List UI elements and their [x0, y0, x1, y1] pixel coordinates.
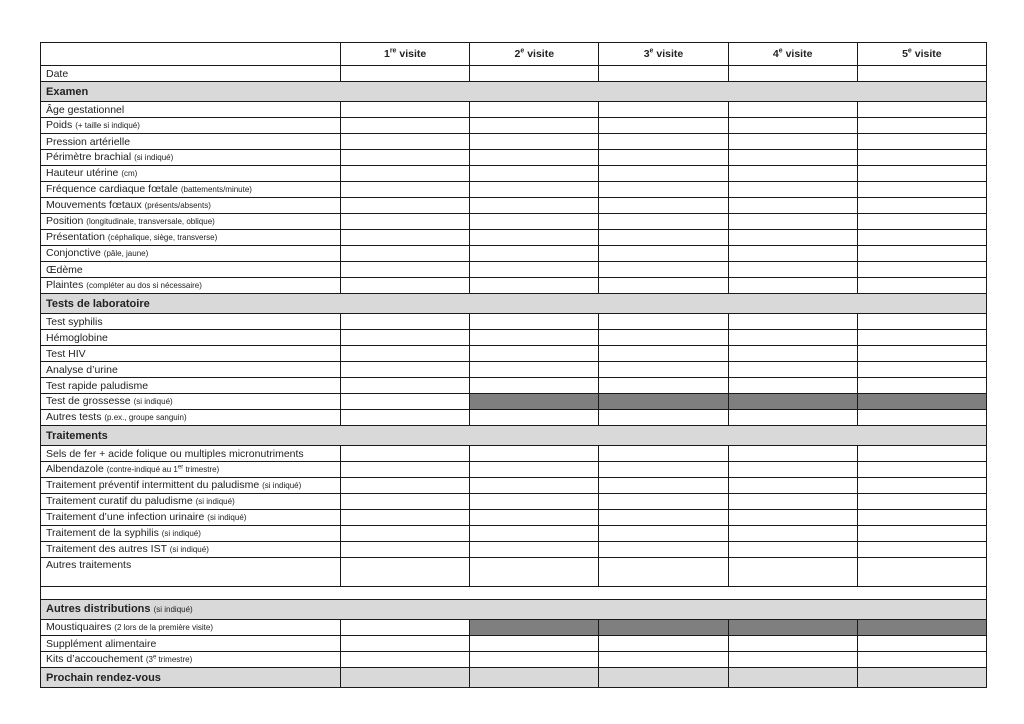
entry-cell-visit-5[interactable] [857, 230, 986, 246]
entry-cell-visit-2[interactable] [470, 214, 599, 230]
entry-cell-visit-4[interactable] [728, 446, 857, 462]
table-row [41, 182, 987, 198]
table-row [41, 346, 987, 362]
entry-cell-visit-4[interactable] [728, 150, 857, 166]
row-label: Plaintes (compléter au dos si nécessaire) [41, 278, 341, 294]
row-note: (si indiqué) [195, 497, 235, 506]
entry-cell-visit-5[interactable] [857, 446, 986, 462]
row-label: Présentation (céphalique, siège, transverse) [41, 230, 341, 246]
entry-cell-visit-3[interactable] [599, 214, 728, 230]
table-row [41, 394, 987, 410]
row-label: Autres tests (p.ex., groupe sanguin) [41, 410, 341, 426]
table-row [41, 526, 987, 542]
row-label: Traitement de la syphilis (si indiqué) [41, 526, 341, 542]
row-label: Mouvements fœtaux (présents/absents) [41, 198, 341, 214]
entry-cell-visit-3[interactable] [599, 494, 728, 510]
entry-cell-visit-4[interactable] [728, 558, 857, 587]
date-cell-visit-4[interactable] [728, 66, 857, 82]
entry-cell-visit-4[interactable] [728, 262, 857, 278]
entry-cell-visit-1[interactable] [341, 462, 470, 478]
row-note: (si indiqué) [169, 545, 209, 554]
row-note: (si indiqué) [262, 481, 302, 490]
entry-cell-visit-1[interactable] [341, 378, 470, 394]
entry-cell-visit-5[interactable] [857, 362, 986, 378]
entry-cell-visit-2[interactable] [470, 478, 599, 494]
entry-cell-visit-1[interactable] [341, 542, 470, 558]
visit-5-header: 5e visite [857, 43, 986, 66]
entry-cell-visit-4[interactable] [728, 230, 857, 246]
visit-1-header: 1re visite [341, 43, 470, 66]
table-row [41, 362, 987, 378]
row-note: (p.ex., groupe sanguin) [104, 413, 187, 422]
row-note: (cm) [121, 169, 138, 178]
entry-cell-visit-5[interactable] [857, 102, 986, 118]
entry-cell-visit-1[interactable] [341, 636, 470, 652]
entry-cell-visit-3[interactable] [599, 558, 728, 587]
entry-cell-visit-1[interactable] [341, 214, 470, 230]
row-label: Albendazole (contre-indiqué au 1er trimestre) [41, 462, 341, 478]
entry-cell-visit-1[interactable] [341, 362, 470, 378]
entry-cell-visit-2 [470, 620, 599, 636]
entry-cell-visit-5[interactable] [857, 262, 986, 278]
entry-cell-visit-1[interactable] [341, 410, 470, 426]
entry-cell-visit-2[interactable] [470, 494, 599, 510]
section-traitements [41, 426, 987, 446]
entry-cell-visit-3[interactable] [599, 542, 728, 558]
entry-cell-visit-5[interactable] [857, 542, 986, 558]
row-note: (si indiqué) [134, 153, 174, 162]
entry-cell-visit-3[interactable] [599, 636, 728, 652]
entry-cell-visit-2[interactable] [470, 526, 599, 542]
next-appointment-row [41, 668, 987, 688]
header-blank-cell [41, 43, 341, 66]
row-note: (2 lors de la première visite) [114, 623, 213, 632]
date-row [41, 66, 987, 82]
entry-cell-visit-3[interactable] [599, 314, 728, 330]
entry-cell-visit-5[interactable] [857, 526, 986, 542]
entry-cell-visit-5 [857, 394, 986, 410]
row-label: Test syphilis [41, 314, 341, 330]
entry-cell-visit-3[interactable] [599, 230, 728, 246]
entry-cell-visit-3[interactable] [599, 378, 728, 394]
entry-cell-visit-3[interactable] [599, 446, 728, 462]
entry-cell-visit-2[interactable] [470, 636, 599, 652]
section-title: Examen [41, 82, 987, 102]
row-label: Traitement curatif du paludisme (si indiqué) [41, 494, 341, 510]
row-label: Fréquence cardiaque fœtale (battements/minute) [41, 182, 341, 198]
entry-cell-visit-5[interactable] [857, 652, 986, 668]
row-label: Test rapide paludisme [41, 378, 341, 394]
entry-cell-visit-5[interactable] [857, 278, 986, 294]
entry-cell-visit-1[interactable] [341, 150, 470, 166]
entry-cell-visit-4[interactable] [728, 362, 857, 378]
table-row [41, 166, 987, 182]
date-cell-visit-3[interactable] [599, 66, 728, 82]
row-note: (longitudinale, transversale, oblique) [86, 217, 215, 226]
table-row [41, 102, 987, 118]
entry-cell-visit-3[interactable] [599, 462, 728, 478]
table-row [41, 134, 987, 150]
entry-cell-visit-5[interactable] [857, 330, 986, 346]
entry-cell-visit-4[interactable] [728, 378, 857, 394]
row-label: Test de grossesse (si indiqué) [41, 394, 341, 410]
table-row [41, 278, 987, 294]
row-note: (si indiqué) [133, 397, 173, 406]
table-row [41, 246, 987, 262]
entry-cell-visit-2[interactable] [470, 446, 599, 462]
entry-cell-visit-1[interactable] [341, 166, 470, 182]
entry-cell-visit-5[interactable] [857, 314, 986, 330]
form-body [41, 82, 987, 688]
entry-cell-visit-2[interactable] [470, 510, 599, 526]
table-row [41, 214, 987, 230]
entry-cell-visit-5[interactable] [857, 462, 986, 478]
next-appointment-cell-visit-5[interactable] [857, 668, 986, 688]
visit-3-header: 3e visite [599, 43, 728, 66]
next-appointment-label: Prochain rendez-vous [41, 668, 341, 688]
entry-cell-visit-5[interactable] [857, 118, 986, 134]
table-row [41, 542, 987, 558]
next-appointment-cell-visit-4[interactable] [728, 668, 857, 688]
entry-cell-visit-3[interactable] [599, 182, 728, 198]
row-note: (si indiqué) [207, 513, 247, 522]
entry-cell-visit-2[interactable] [470, 182, 599, 198]
row-label: Conjonctive (pâle, jaune) [41, 246, 341, 262]
prenatal-visit-form [40, 42, 987, 688]
table-row [41, 198, 987, 214]
entry-cell-visit-3[interactable] [599, 198, 728, 214]
entry-cell-visit-2[interactable] [470, 262, 599, 278]
entry-cell-visit-5[interactable] [857, 214, 986, 230]
table-row [41, 150, 987, 166]
entry-cell-visit-3[interactable] [599, 246, 728, 262]
entry-cell-visit-1[interactable] [341, 198, 470, 214]
entry-cell-visit-4[interactable] [728, 636, 857, 652]
entry-cell-visit-3[interactable] [599, 410, 728, 426]
entry-cell-visit-2[interactable] [470, 542, 599, 558]
entry-cell-visit-4[interactable] [728, 166, 857, 182]
section-title: Tests de laboratoire [41, 294, 987, 314]
row-label: Kits d’accouchement (3e trimestre) [41, 652, 341, 668]
row-label: Autres traitements [41, 558, 341, 587]
row-label: Œdème [41, 262, 341, 278]
entry-cell-visit-1[interactable] [341, 278, 470, 294]
row-note: (céphalique, siège, transverse) [107, 233, 218, 242]
visit-header-row [41, 43, 987, 66]
entry-cell-visit-2[interactable] [470, 198, 599, 214]
entry-cell-visit-1[interactable] [341, 262, 470, 278]
next-appointment-cell-visit-1[interactable] [341, 668, 470, 688]
entry-cell-visit-1[interactable] [341, 330, 470, 346]
entry-cell-visit-4[interactable] [728, 494, 857, 510]
section-distributions [41, 600, 987, 620]
date-cell-visit-1[interactable] [341, 66, 470, 82]
row-note: (3e trimestre) [145, 654, 193, 664]
entry-cell-visit-3[interactable] [599, 330, 728, 346]
table-row [41, 462, 987, 478]
entry-cell-visit-1[interactable] [341, 230, 470, 246]
table-row [41, 620, 987, 636]
entry-cell-visit-5 [857, 620, 986, 636]
row-label: Moustiquaires (2 lors de la première visite) [41, 620, 341, 636]
spacer-row [41, 587, 987, 600]
entry-cell-visit-4[interactable] [728, 542, 857, 558]
entry-cell-visit-4[interactable] [728, 652, 857, 668]
entry-cell-visit-5[interactable] [857, 478, 986, 494]
table-row [41, 494, 987, 510]
entry-cell-visit-5[interactable] [857, 378, 986, 394]
entry-cell-visit-5[interactable] [857, 150, 986, 166]
entry-cell-visit-2[interactable] [470, 462, 599, 478]
entry-cell-visit-2[interactable] [470, 230, 599, 246]
visit-4-header: 4e visite [728, 43, 857, 66]
entry-cell-visit-1[interactable] [341, 620, 470, 636]
row-label: Traitement d’une infection urinaire (si indiqué) [41, 510, 341, 526]
entry-cell-visit-4[interactable] [728, 102, 857, 118]
row-note: (+ taille si indiqué) [75, 121, 140, 130]
row-label: Position (longitudinale, transversale, oblique) [41, 214, 341, 230]
entry-cell-visit-1[interactable] [341, 314, 470, 330]
row-label: Hémoglobine [41, 330, 341, 346]
entry-cell-visit-4[interactable] [728, 478, 857, 494]
next-appointment-cell-visit-3[interactable] [599, 668, 728, 688]
row-note: (si indiqué) [161, 529, 201, 538]
entry-cell-visit-5[interactable] [857, 558, 986, 587]
entry-cell-visit-4[interactable] [728, 134, 857, 150]
entry-cell-visit-4[interactable] [728, 278, 857, 294]
entry-cell-visit-3[interactable] [599, 262, 728, 278]
entry-cell-visit-2[interactable] [470, 166, 599, 182]
entry-cell-visit-3[interactable] [599, 652, 728, 668]
entry-cell-visit-1[interactable] [341, 446, 470, 462]
entry-cell-visit-3[interactable] [599, 166, 728, 182]
entry-cell-visit-4[interactable] [728, 346, 857, 362]
entry-cell-visit-2[interactable] [470, 346, 599, 362]
row-label: Sels de fer + acide folique ou multiples micronutriments [41, 446, 341, 462]
entry-cell-visit-2[interactable] [470, 330, 599, 346]
table-row [41, 510, 987, 526]
entry-cell-visit-3[interactable] [599, 278, 728, 294]
row-note: (présents/absents) [144, 201, 211, 210]
table-row [41, 652, 987, 668]
entry-cell-visit-2[interactable] [470, 652, 599, 668]
entry-cell-visit-2[interactable] [470, 314, 599, 330]
row-label: Hauteur utérine (cm) [41, 166, 341, 182]
entry-cell-visit-2[interactable] [470, 102, 599, 118]
entry-cell-visit-1[interactable] [341, 182, 470, 198]
entry-cell-visit-1[interactable] [341, 134, 470, 150]
table-row [41, 314, 987, 330]
entry-cell-visit-5[interactable] [857, 510, 986, 526]
table-row [41, 410, 987, 426]
entry-cell-visit-3 [599, 394, 728, 410]
row-note: (pâle, jaune) [103, 249, 149, 258]
entry-cell-visit-4[interactable] [728, 526, 857, 542]
entry-cell-visit-3[interactable] [599, 150, 728, 166]
entry-cell-visit-4[interactable] [728, 410, 857, 426]
entry-cell-visit-4[interactable] [728, 118, 857, 134]
entry-cell-visit-4[interactable] [728, 462, 857, 478]
entry-cell-visit-4[interactable] [728, 198, 857, 214]
table-row [41, 262, 987, 278]
table-row [41, 330, 987, 346]
row-note: (battements/minute) [180, 185, 252, 194]
row-label: Test HIV [41, 346, 341, 362]
table-row [41, 636, 987, 652]
row-label: Analyse d’urine [41, 362, 341, 378]
entry-cell-visit-5[interactable] [857, 134, 986, 150]
entry-cell-visit-5[interactable] [857, 410, 986, 426]
entry-cell-visit-4[interactable] [728, 510, 857, 526]
entry-cell-visit-5[interactable] [857, 166, 986, 182]
entry-cell-visit-2 [470, 394, 599, 410]
entry-cell-visit-5[interactable] [857, 246, 986, 262]
entry-cell-visit-4[interactable] [728, 246, 857, 262]
date-cell-visit-5[interactable] [857, 66, 986, 82]
entry-cell-visit-1[interactable] [341, 118, 470, 134]
entry-cell-visit-3[interactable] [599, 102, 728, 118]
entry-cell-visit-2[interactable] [470, 378, 599, 394]
entry-cell-visit-1[interactable] [341, 652, 470, 668]
row-note: (compléter au dos si nécessaire) [86, 281, 202, 290]
entry-cell-visit-2[interactable] [470, 134, 599, 150]
entry-cell-visit-1[interactable] [341, 102, 470, 118]
entry-cell-visit-4 [728, 620, 857, 636]
entry-cell-visit-4[interactable] [728, 330, 857, 346]
row-label: Pression artérielle [41, 134, 341, 150]
entry-cell-visit-3[interactable] [599, 362, 728, 378]
row-label: Poids (+ taille si indiqué) [41, 118, 341, 134]
entry-cell-visit-2[interactable] [470, 150, 599, 166]
entry-cell-visit-1[interactable] [341, 526, 470, 542]
entry-cell-visit-2[interactable] [470, 410, 599, 426]
date-label: Date [41, 66, 341, 82]
section-examen [41, 82, 987, 102]
table-row [41, 230, 987, 246]
entry-cell-visit-5[interactable] [857, 346, 986, 362]
entry-cell-visit-5[interactable] [857, 636, 986, 652]
entry-cell-visit-3[interactable] [599, 526, 728, 542]
section-title: Traitements [41, 426, 987, 446]
table-row [41, 118, 987, 134]
table-row [41, 378, 987, 394]
entry-cell-visit-4[interactable] [728, 214, 857, 230]
entry-cell-visit-1[interactable] [341, 558, 470, 587]
visit-2-header: 2e visite [470, 43, 599, 66]
row-label: Supplément alimentaire [41, 636, 341, 652]
entry-cell-visit-4[interactable] [728, 182, 857, 198]
entry-cell-visit-3[interactable] [599, 118, 728, 134]
next-appointment-cell-visit-2[interactable] [470, 668, 599, 688]
entry-cell-visit-4 [728, 394, 857, 410]
entry-cell-visit-3[interactable] [599, 134, 728, 150]
table-row [41, 446, 987, 462]
entry-cell-visit-2[interactable] [470, 118, 599, 134]
row-label: Traitement des autres IST (si indiqué) [41, 542, 341, 558]
section-title: Autres distributions (si indiqué) [41, 600, 987, 620]
section-tests [41, 294, 987, 314]
entry-cell-visit-1[interactable] [341, 394, 470, 410]
entry-cell-visit-1[interactable] [341, 246, 470, 262]
entry-cell-visit-5[interactable] [857, 182, 986, 198]
row-label: Périmètre brachial (si indiqué) [41, 150, 341, 166]
entry-cell-visit-4[interactable] [728, 314, 857, 330]
entry-cell-visit-1[interactable] [341, 346, 470, 362]
entry-cell-visit-5[interactable] [857, 494, 986, 510]
row-note: (contre-indiqué au 1er trimestre) [106, 464, 220, 474]
entry-cell-visit-1[interactable] [341, 478, 470, 494]
row-label: Âge gestationnel [41, 102, 341, 118]
entry-cell-visit-2[interactable] [470, 362, 599, 378]
entry-cell-visit-3[interactable] [599, 510, 728, 526]
entry-cell-visit-2[interactable] [470, 558, 599, 587]
date-cell-visit-2[interactable] [470, 66, 599, 82]
row-label: Traitement préventif intermittent du paludisme (si indiqué) [41, 478, 341, 494]
entry-cell-visit-3[interactable] [599, 346, 728, 362]
entry-cell-visit-2[interactable] [470, 246, 599, 262]
table-row [41, 478, 987, 494]
entry-cell-visit-1[interactable] [341, 494, 470, 510]
entry-cell-visit-5[interactable] [857, 198, 986, 214]
entry-cell-visit-3 [599, 620, 728, 636]
entry-cell-visit-3[interactable] [599, 478, 728, 494]
table-row [41, 558, 987, 587]
entry-cell-visit-2[interactable] [470, 278, 599, 294]
entry-cell-visit-1[interactable] [341, 510, 470, 526]
